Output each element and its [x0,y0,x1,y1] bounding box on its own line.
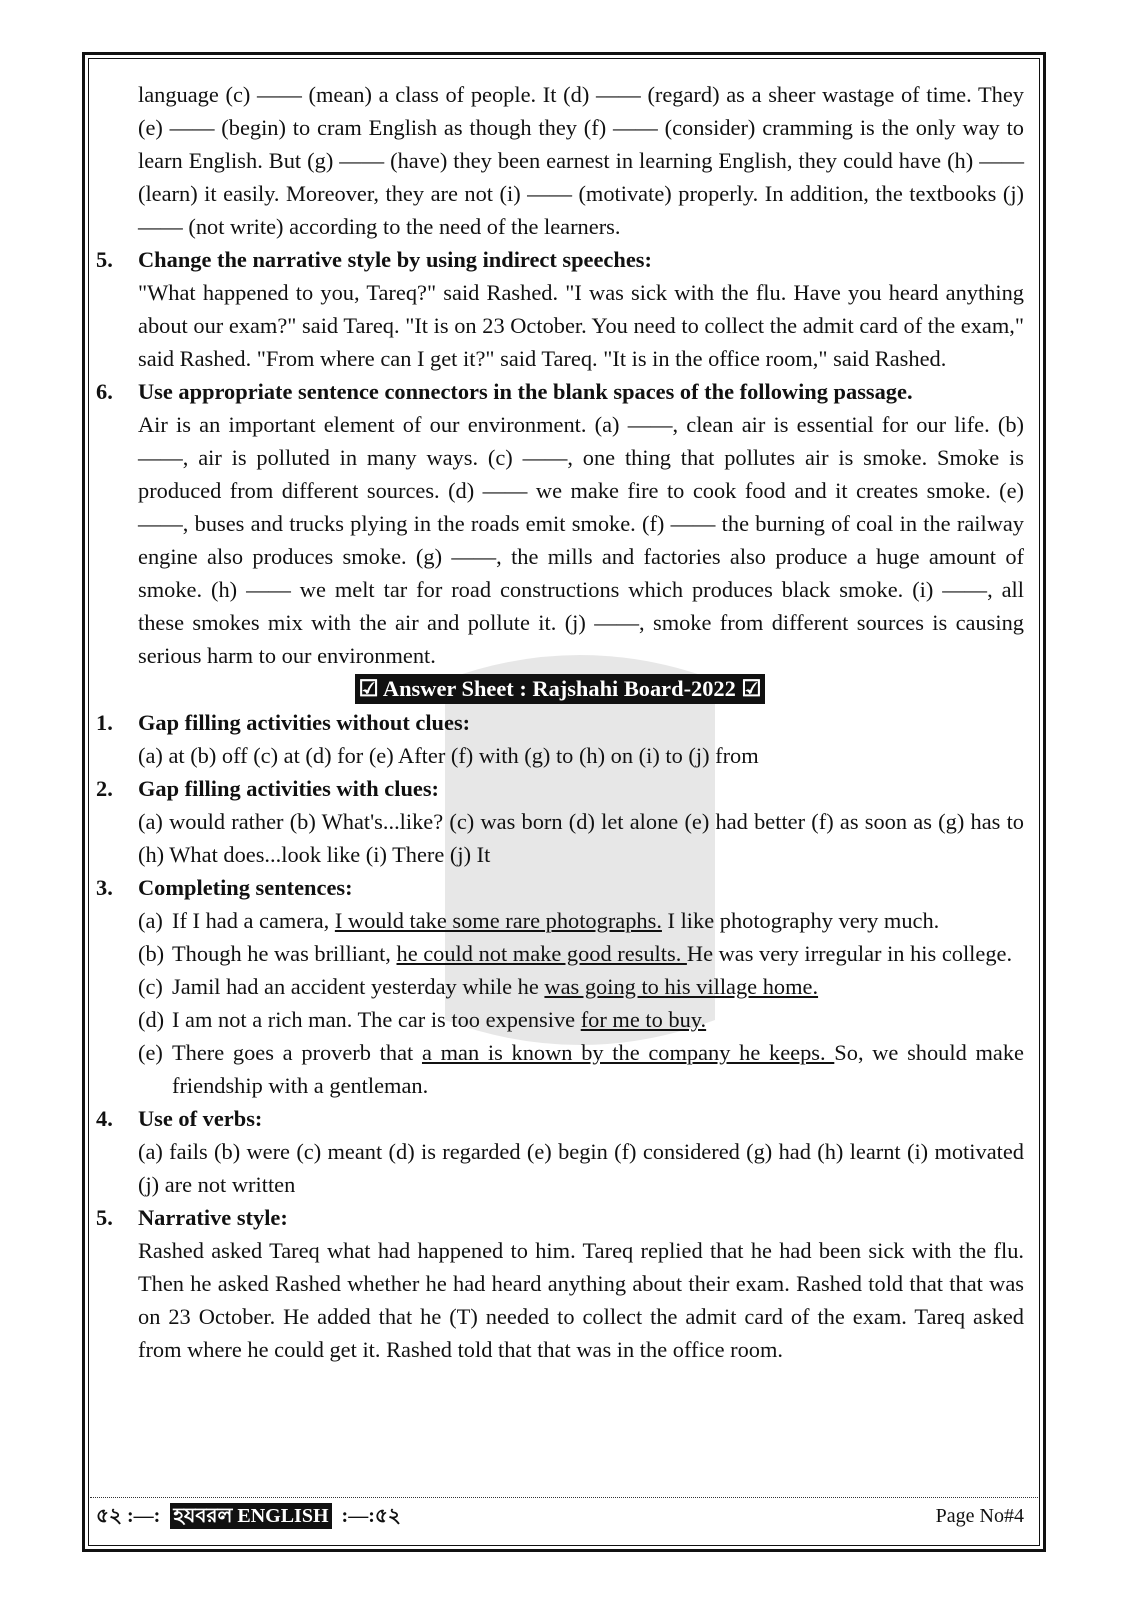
list-item [138,1003,1024,1036]
page-number: Page No#4 [935,1505,1024,1527]
answer-sheet-banner: ☑ Answer Sheet : Rajshahi Board-2022 ☑ [355,674,766,704]
answer-2 [96,772,1024,871]
item-prefix: Though he was brilliant, [172,941,397,966]
page-footer [96,1500,1024,1532]
answer-number: 5. [96,1205,113,1230]
item-prefix: There goes a proverb that [172,1040,422,1065]
footer-badge: হযবরল ENGLISH [170,1503,331,1529]
page-content [96,78,1024,1366]
item-answer: I would take some rare photographs. [334,908,662,933]
answer-title: Use of verbs: [138,1106,263,1131]
answer-title: Gap filling activities without clues: [138,710,471,735]
item-answer: he could not make good results. [396,941,687,966]
list-item [138,970,1024,1003]
item-label: (d) [138,1007,165,1032]
question-5 [96,243,1024,375]
answer-title: Gap filling activities with clues: [138,776,440,801]
question-4-continuation [96,78,1024,243]
item-label: (a) [138,908,163,933]
item-label: (b) [138,941,165,966]
list-item [138,937,1024,970]
item-prefix: If I had a camera, [172,908,335,933]
answer-number: 4. [96,1106,113,1131]
question-number: 5. [96,247,113,272]
item-answer: a man is known by the company he keeps. [421,1040,835,1065]
question-6 [96,375,1024,672]
answer-5 [96,1201,1024,1366]
item-suffix: So, we should make friendship with a gentleman. [172,1040,1024,1098]
answer-number: 2. [96,776,113,801]
answer-sheet-banner-row [96,672,1024,706]
question-text: "What happened to you, Tareq?" said Rashed. "I was sick with the flu. Have you heard anything about our exam?" said Tareq. "It is on 23 October. You need to collect the admit card of the exam," said Rashed. "From where can I get it?" said Tareq. "It is in the office room," said Rashed. [138,280,1024,371]
list-item [138,1036,1024,1102]
item-prefix: Jamil had an accident yesterday while he [172,974,545,999]
answer-text: (a) at (b) off (c) at (d) for (e) After (f) with (g) to (h) on (i) to (j) from [138,743,759,768]
answer-4 [96,1102,1024,1201]
item-answer: for me to buy. [580,1007,707,1032]
item-suffix: He was very irregular in his college. [686,941,1013,966]
footer-prefix: ৫২ :—: [96,1505,161,1527]
answer-number: 1. [96,710,113,735]
answer-text: (a) fails (b) were (c) meant (d) is regarded (e) begin (f) considered (g) had (h) learnt (i) motivated (j) are not written [138,1139,1024,1197]
answer-number: 3. [96,875,113,900]
item-prefix: I am not a rich man. The car is too expensive [172,1007,581,1032]
footer-divider [90,1497,1038,1498]
list-item [138,904,1024,937]
item-label: (c) [138,974,163,999]
question-4-text: language (c) —— (mean) a class of people. It (d) —— (regard) as a sheer wastage of time. They (e) —— (begin) to cram English as though they (f) —— (consider) cramming is the only way to learn English. But (g) —— (have) they been earnest in learning English, they could have (h) —— (learn) it easily. Moreover, they are not (i) —— (motivate) properly. In addition, the textbooks (j) —— (not write) according to the need of the learners. [138,82,1024,239]
item-label: (e) [138,1040,163,1065]
question-title: Use appropriate sentence connectors in the blank spaces of the following passage. [138,379,913,404]
answer-title: Narrative style: [138,1205,288,1230]
item-suffix: I like photography very much. [661,908,940,933]
question-number: 6. [96,379,113,404]
question-title: Change the narrative style by using indirect speeches: [138,247,652,272]
answer-1 [96,706,1024,772]
answer-text: Rashed asked Tareq what had happened to him. Tareq replied that he had been sick with the flu. Then he asked Rashed whether he had heard anything about their exam. Rashed told that that was on 23 October. He added that he (T) needed to collect the admit card of the exam. Tareq asked from where he could get it. Rashed told that that was in the office room. [138,1238,1024,1362]
answer-3 [96,871,1024,1102]
answer-text: (a) would rather (b) What's...like? (c) was born (d) let alone (e) had better (f) as soon as (g) has to (h) What does...look like (i) There (j) It [138,809,1024,867]
footer-brand [96,1500,401,1532]
item-answer: was going to his village home. [544,974,819,999]
answer-title: Completing sentences: [138,875,353,900]
question-text: Air is an important element of our environment. (a) ——, clean air is essential for our life. (b) ——, air is polluted in many ways. (c) ——, one thing that pollutes air is smoke. Smoke is produced from different sources. (d) —— we make fire to cook food and it creates smoke. (e) ——, buses and trucks plying in the roads emit smoke. (f) —— the burning of coal in the railway engine also produces smoke. (g) ——, the mills and factories also produce a huge amount of smoke. (h) —— we melt tar for road constructions which produces black smoke. (i) ——, all these smokes mix with the air and pollute it. (j) ——, smoke from different sources is causing serious harm to our environment. [138,412,1024,668]
footer-suffix: :—:৫২ [341,1505,401,1527]
